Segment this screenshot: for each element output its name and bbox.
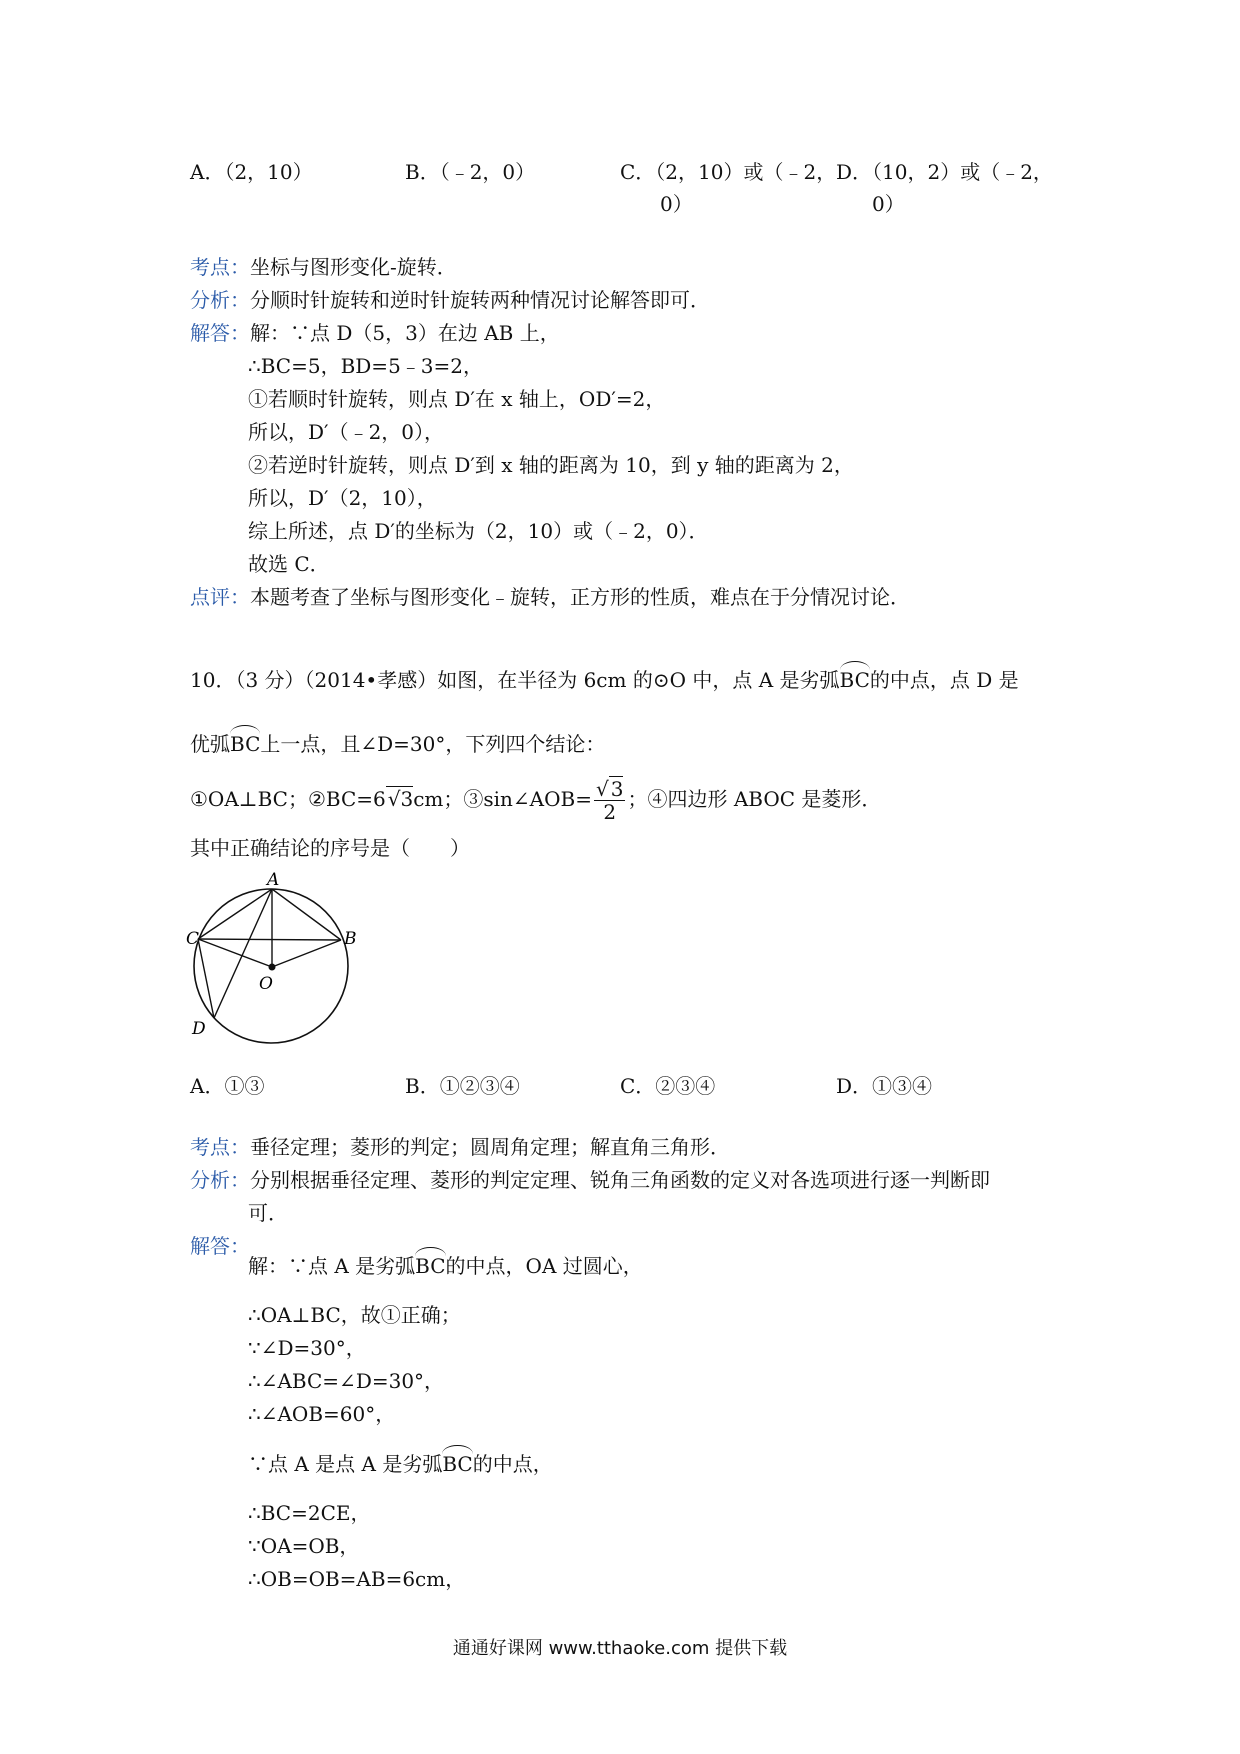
label-b: B xyxy=(344,929,357,949)
solution-line: ∵OA=OB， xyxy=(248,1534,360,1558)
solution-line: ①若顺时针旋转，则点 D′在 x 轴上，OD′=2， xyxy=(248,387,666,411)
segment-ab xyxy=(272,889,341,940)
q10-kaodian xyxy=(190,1131,730,1160)
solution-line: ∴∠ABC=∠D=30°， xyxy=(248,1369,445,1393)
conclusion-text: ；④四边形 ABOC 是菱形． xyxy=(627,787,882,811)
kaodian-text: 坐标与图形变化-旋转． xyxy=(250,255,457,279)
frac-num-value: 3 xyxy=(610,777,624,801)
q9-jieda xyxy=(190,317,560,346)
conclusion-text: ①OA⊥BC；②BC=6 xyxy=(190,787,386,811)
q10-option-c: C．②③④ xyxy=(620,1074,716,1098)
jieda-label: 解答： xyxy=(190,1234,250,1258)
q9-fenxi xyxy=(190,284,710,313)
frac-num: √ 3 xyxy=(595,777,624,801)
label-a: A xyxy=(267,870,280,890)
q10-option-b: B．①②③④ xyxy=(405,1074,520,1098)
solution-line: 综上所述，点 D′的坐标为（2，10）或（﹣2，0）． xyxy=(248,519,709,543)
kaodian-text: 垂径定理；菱形的判定；圆周角定理；解直角三角形． xyxy=(250,1135,730,1159)
q9-option-d: D．（10，2）或（﹣2， xyxy=(836,160,1053,184)
stem-text: 上一点，且∠D=30°，下列四个结论： xyxy=(260,732,606,756)
solution-line: 故选 C． xyxy=(248,552,330,576)
q10-fenxi xyxy=(190,1164,990,1193)
segment-oc xyxy=(198,939,272,967)
fenxi-text-cont: 可． xyxy=(248,1201,288,1225)
q9-option-b: B．（﹣2，0） xyxy=(405,160,536,184)
arc-bc: BC xyxy=(415,1254,446,1278)
fenxi-text: 分顺时针旋转和逆时针旋转两种情况讨论解答即可． xyxy=(250,288,710,312)
fenxi-label: 分析： xyxy=(190,1168,250,1192)
q10-stem-line1 xyxy=(190,664,1019,693)
solution-line: ②若逆时针旋转，则点 D′到 x 轴的距离为 10，到 y 轴的距离为 2， xyxy=(248,453,854,477)
q10-question: 其中正确结论的序号是（ ） xyxy=(190,836,470,860)
center-point-o xyxy=(269,964,276,971)
solution-line: 解：∵点 D（5，3）在边 AB 上， xyxy=(250,321,560,345)
fraction-root3-over-2 xyxy=(594,778,625,823)
segment-ob xyxy=(272,940,341,967)
arc-bc: BC xyxy=(442,1452,473,1476)
q9-option-d-cont: 0） xyxy=(872,192,905,216)
q10-option-a: A．①③ xyxy=(190,1074,265,1098)
q9-dianping xyxy=(190,581,910,610)
solution-line: 所以，D′（﹣2，0）， xyxy=(248,420,445,444)
segment-bc xyxy=(198,939,341,940)
q10-option-d: D．①③④ xyxy=(836,1074,933,1098)
q9-option-c: C．（2，10）或（﹣2， xyxy=(620,160,837,184)
sqrt-3: √3 xyxy=(387,787,414,811)
solution-line: ∴∠AOB=60°， xyxy=(248,1402,396,1426)
solution-line: ∴BC=2CE， xyxy=(248,1501,371,1525)
stem-text: 优弧 xyxy=(190,732,230,756)
solution-text: 的中点， xyxy=(472,1452,553,1476)
solution-line: ∴BC=5，BD=5﹣3=2， xyxy=(248,354,483,378)
solution-line: ∴OA⊥BC，故①正确； xyxy=(248,1303,461,1327)
solution-line: ∵∠D=30°， xyxy=(248,1336,366,1360)
solution-line xyxy=(248,1250,643,1279)
q9-option-c-cont: 0） xyxy=(660,192,693,216)
solution-text: ∵点 A 是点 A 是劣弧 xyxy=(248,1452,443,1476)
stem-text: 的中点，点 D 是 xyxy=(869,668,1019,692)
label-o: O xyxy=(259,974,273,994)
q9-option-a: A．（2，10） xyxy=(190,160,313,184)
arc-bc: BC xyxy=(839,668,870,692)
q10-stem-line2 xyxy=(190,728,605,757)
q9-kaodian xyxy=(190,251,457,280)
page-footer: 通通好课网 www.tthaoke.com 提供下载 xyxy=(452,1638,788,1659)
solution-line: ∴OB=OB=AB=6cm， xyxy=(248,1567,466,1591)
label-c: C xyxy=(186,929,200,949)
sqrt-value: 3 xyxy=(400,787,414,811)
arc-bc: BC xyxy=(230,732,261,756)
dianping-text: 本题考查了坐标与图形变化﹣旋转，正方形的性质，难点在于分情况讨论． xyxy=(250,585,910,609)
fenxi-label: 分析： xyxy=(190,288,250,312)
label-d: D xyxy=(192,1019,206,1039)
frac-den: 2 xyxy=(603,800,617,824)
jieda-label: 解答： xyxy=(190,321,250,345)
fenxi-text: 分别根据垂径定理、菱形的判定定理、锐角三角函数的定义对各选项进行逐一判断即 xyxy=(250,1168,990,1192)
solution-line: 所以，D′（2，10）， xyxy=(248,486,437,510)
kaodian-label: 考点： xyxy=(190,1135,250,1159)
conclusion-text: cm；③sin∠AOB= xyxy=(413,787,592,811)
circle-figure xyxy=(186,870,366,1046)
solution-line xyxy=(248,1448,553,1477)
stem-text: 10．（3 分）（2014•孝感）如图，在半径为 6cm 的⊙O 中，点 A 是劣弧 xyxy=(190,668,840,692)
dianping-label: 点评： xyxy=(190,585,250,609)
q10-conclusions xyxy=(190,778,881,823)
solution-text: 的中点，OA 过圆心， xyxy=(445,1254,643,1278)
solution-text: 解：∵点 A 是劣弧 xyxy=(248,1254,416,1278)
q10-jieda-label xyxy=(190,1230,250,1259)
kaodian-label: 考点： xyxy=(190,255,250,279)
